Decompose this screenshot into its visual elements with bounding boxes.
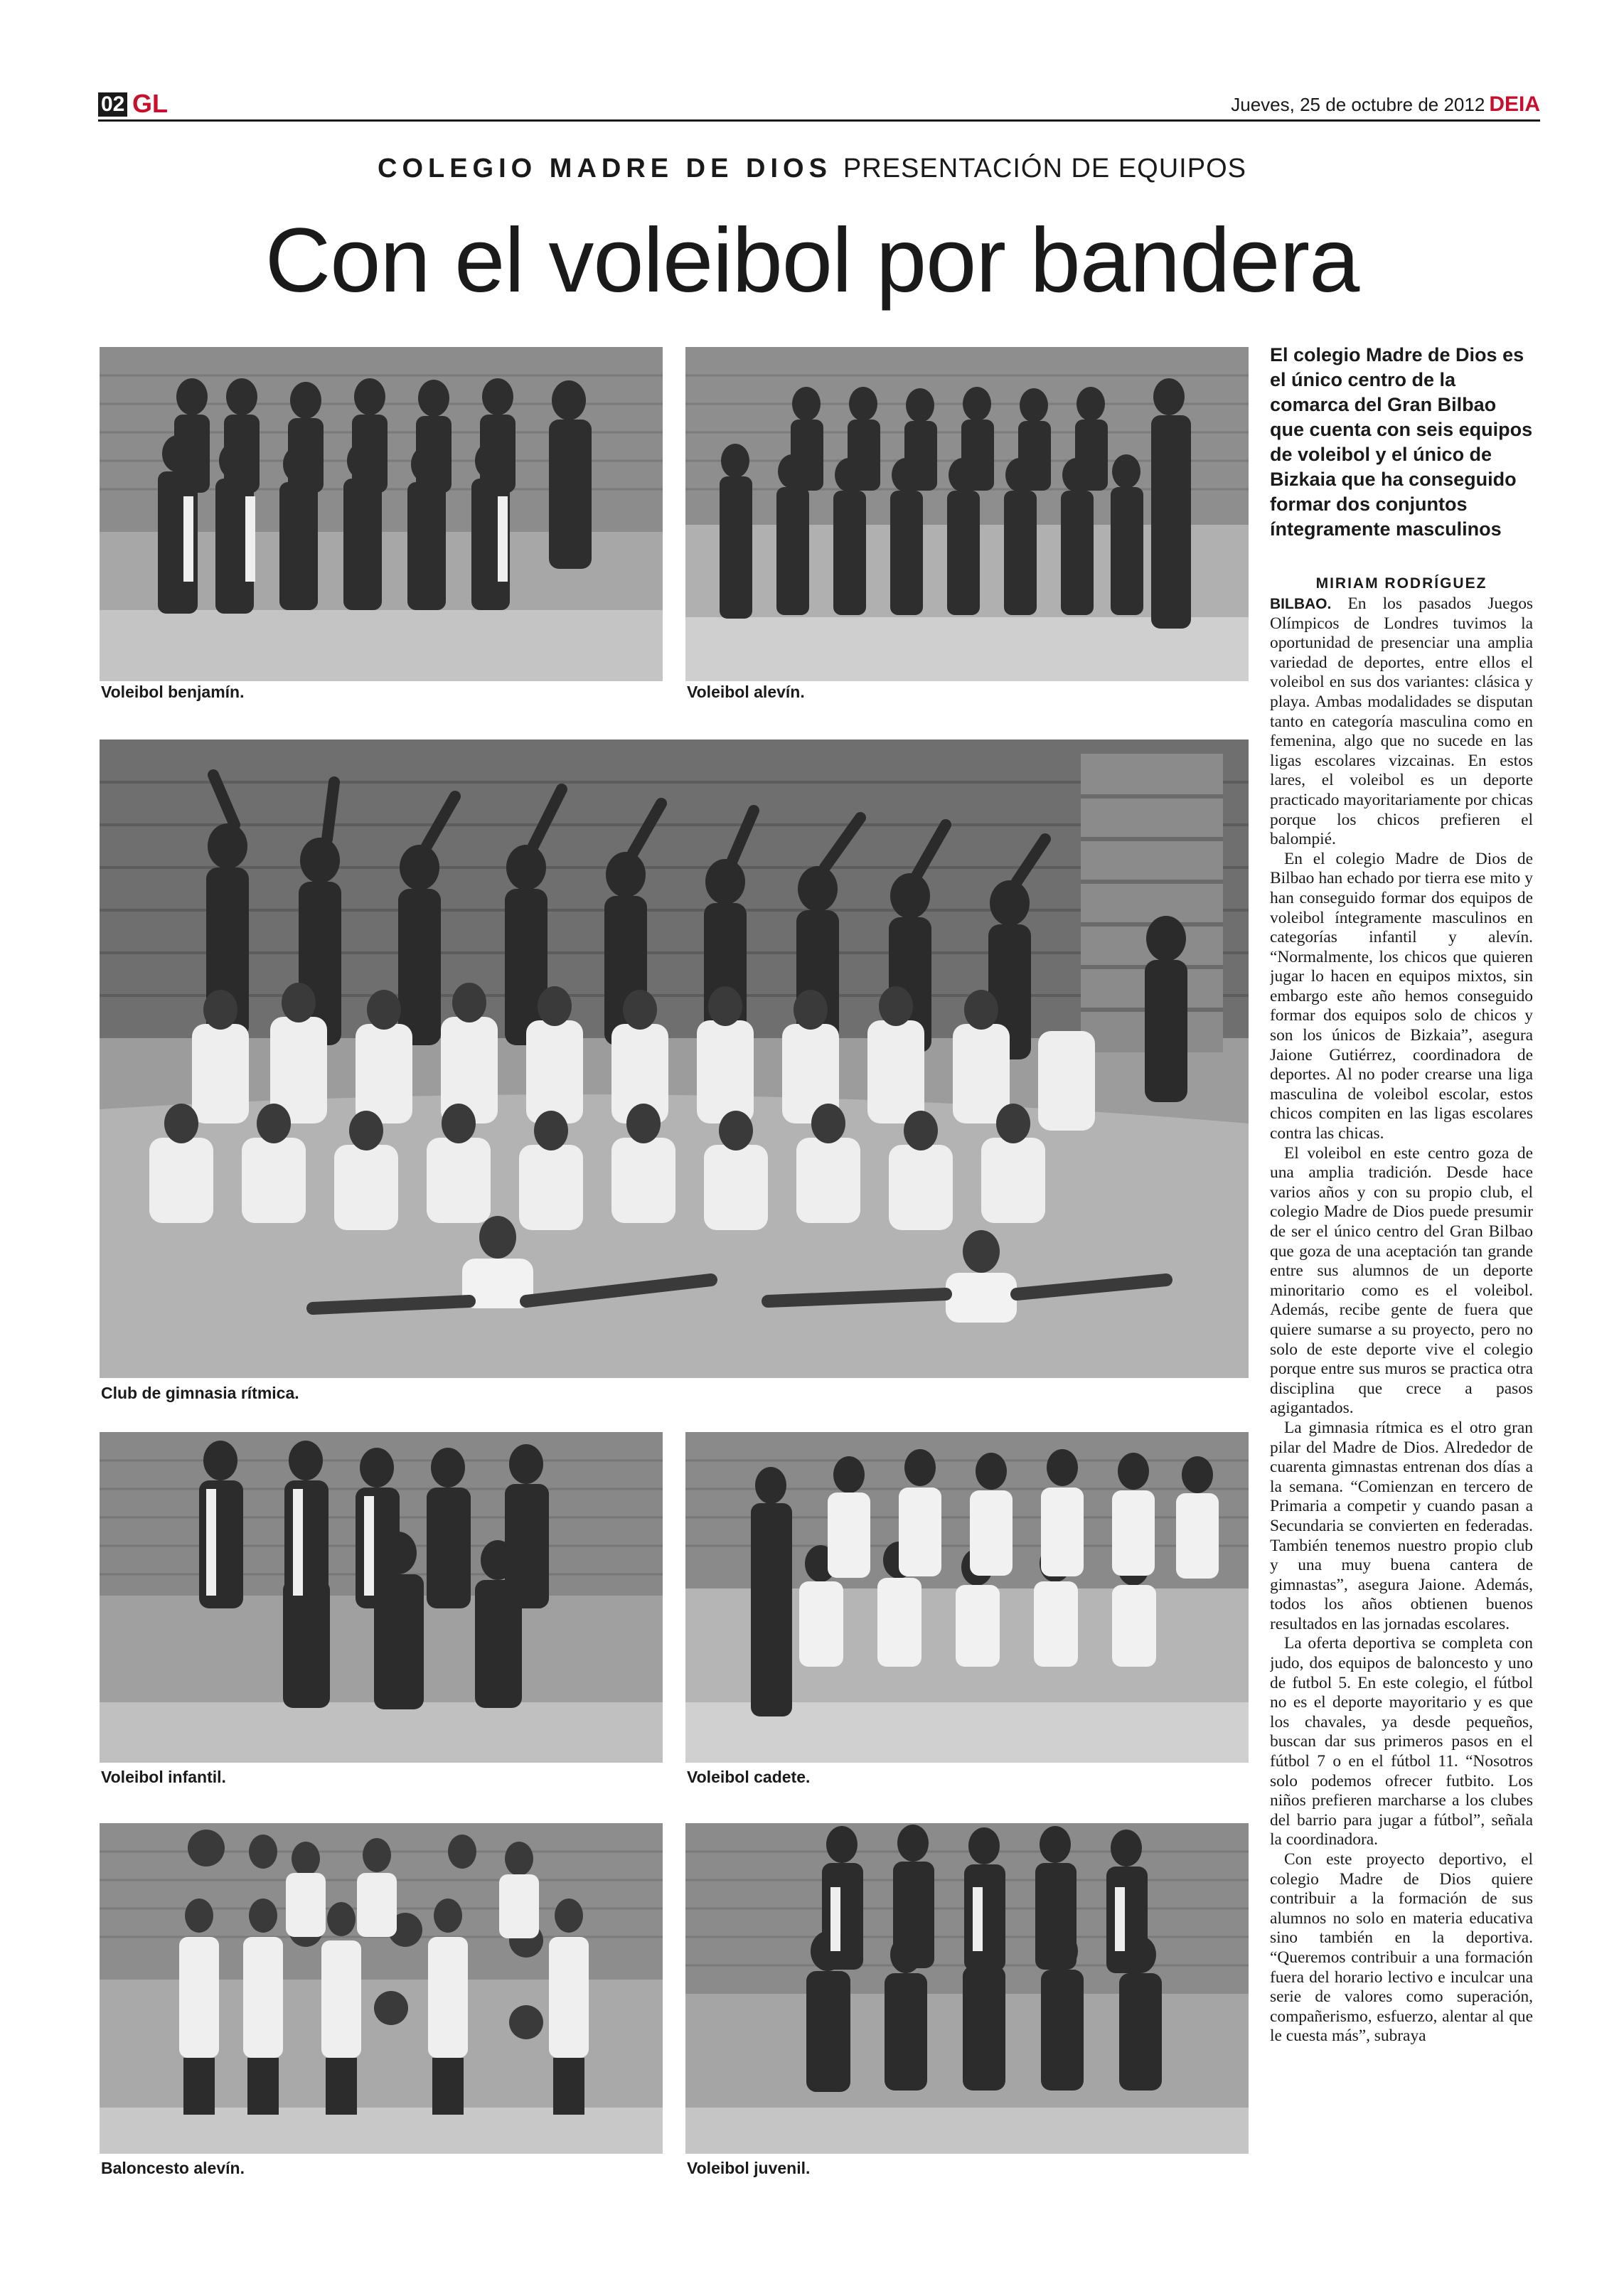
headline: Con el voleibol por bandera: [265, 210, 1359, 311]
article-byline: MIRIAM RODRÍGUEZ: [1315, 575, 1487, 592]
photo-caption: Voleibol benjamín.: [101, 683, 245, 701]
photo-voleibol-benjamin: [100, 347, 663, 681]
photo-voleibol-infantil: [100, 1432, 663, 1763]
article-lede: El colegio Madre de Dios es el único centro de la comarca del Gran Bilbao que cuenta con seis equipos de voleibol y el único de Bizkaia que ha conseguido formar dos conjuntos íntegramente masculinos: [1270, 344, 1533, 540]
brand-logo: DEIA: [1489, 92, 1540, 116]
article-paragraph: La oferta deportiva se completa con judo, dos equipos de baloncesto y uno de futbol 5. En este colegio, el fútbol no es el deporte mayoritario y es que los chavales, ya desde pequeños, buscan dar sus primeros pasos en el fútbol 7 o en el fútbol 11. “Nosotros solo podemos ofrecer futbito. Los niños prefieren marcharse a los clubes del barrio para jugar a fútbol”, señala la coordinadora.: [1270, 1634, 1533, 1849]
publication-date: Jueves, 25 de octubre de 2012: [1231, 94, 1485, 115]
photo-voleibol-juvenil: [685, 1823, 1249, 2154]
article-dateline: BILBAO.: [1270, 596, 1332, 612]
article-paragraph: El voleibol en este centro goza de una amplia tradición. Desde hace varios años y con su propio club, el colegio Madre de Dios puede presumir de ser el único centro del Gran Bilbao que goza de una aceptación tan grande entre sus alumnos de un deporte minoritario como es el voleibol. Además, recibe gente de fuera que quiere sumarse a su proyecto, pero no solo de este deporte vive el colegio porque entre sus muros se practica otra disciplina que crece a pasos agigantados.: [1270, 1143, 1533, 1418]
photo-baloncesto-alevin: [100, 1823, 663, 2154]
photo-voleibol-cadete: [685, 1432, 1249, 1763]
article-paragraph: BILBAO. En los pasados Juegos Olímpicos de Londres tuvimos la oportunidad de presenciar una amplia variedad de deportes, entre ellos el voleibol en sus dos variantes: clásica y playa. Ambas modalidades se disputan tanto en categoría masculina como en femenina, algo que no sucede en las ligas escolares vizcainas. En estos lares, el voleibol es un deporte practicado mayoritariamente por chicas porque los chicos prefieren el balompié.: [1270, 594, 1533, 849]
photo-caption: Voleibol alevín.: [687, 683, 805, 701]
page-number: 02: [98, 92, 127, 117]
photo-caption: Voleibol infantil.: [101, 1768, 226, 1786]
header-date-line: [1231, 92, 1540, 117]
header-rule: [98, 119, 1540, 122]
photo-gimnasia-ritmica: [100, 739, 1249, 1378]
photo-caption: Voleibol juvenil.: [687, 2159, 811, 2177]
article-body: [1270, 594, 1533, 2230]
kicker-topic: PRESENTACIÓN DE EQUIPOS: [843, 154, 1246, 183]
photo-caption: Club de gimnasia rítmica.: [101, 1384, 299, 1402]
article-paragraph: En el colegio Madre de Dios de Bilbao han echado por tierra ese mito y han conseguido formar dos equipos de voleibol íntegramente masculinos en categorías infantil y alevín. “Normalmente, los chicos que quieren jugar lo hacen en equipos mixtos, sin embargo este año hemos conseguido formar dos equipos solo de chicos y son los únicos de Bizkaia”, asegura Jaione Gutiérrez, coordinadora de deportes. Al no poder crearse una liga masculina de voleibol escolar, estos chicos compiten en las ligas escolares contra las chicas.: [1270, 849, 1533, 1143]
photo-caption: Voleibol cadete.: [687, 1768, 811, 1786]
photo-caption: Baloncesto alevín.: [101, 2159, 245, 2177]
photo-voleibol-alevin: [685, 347, 1249, 681]
article-paragraph: La gimnasia rítmica es el otro gran pilar del Madre de Dios. Alrededor de cuarenta gimnastas entrenan dos días a la semana. “Comienzan en tercero de Primaria a competir y cuando pasan a Secundaria se convierten en federadas. También tenemos nuestro propio club y una muy buena cantera de gimnastas”, asegura Jaione. Además, todos los años obtienen buenos resultados en las jornadas escolares.: [1270, 1418, 1533, 1633]
section-code: GL: [132, 89, 168, 118]
article-paragraph: Con este proyecto deportivo, el colegio Madre de Dios quiere contribuir a la formación de sus alumnos no solo en materia educativa sino también en la deportiva. “Queremos contribuir a una formación fuera del horario lectivo e inculcar una serie de valores como superación, compañerismo, esfuerzo, alentar al que le cuesta más”, subraya: [1270, 1850, 1533, 2046]
kicker: [0, 152, 1624, 185]
kicker-school: COLEGIO MADRE DE DIOS: [378, 154, 832, 183]
